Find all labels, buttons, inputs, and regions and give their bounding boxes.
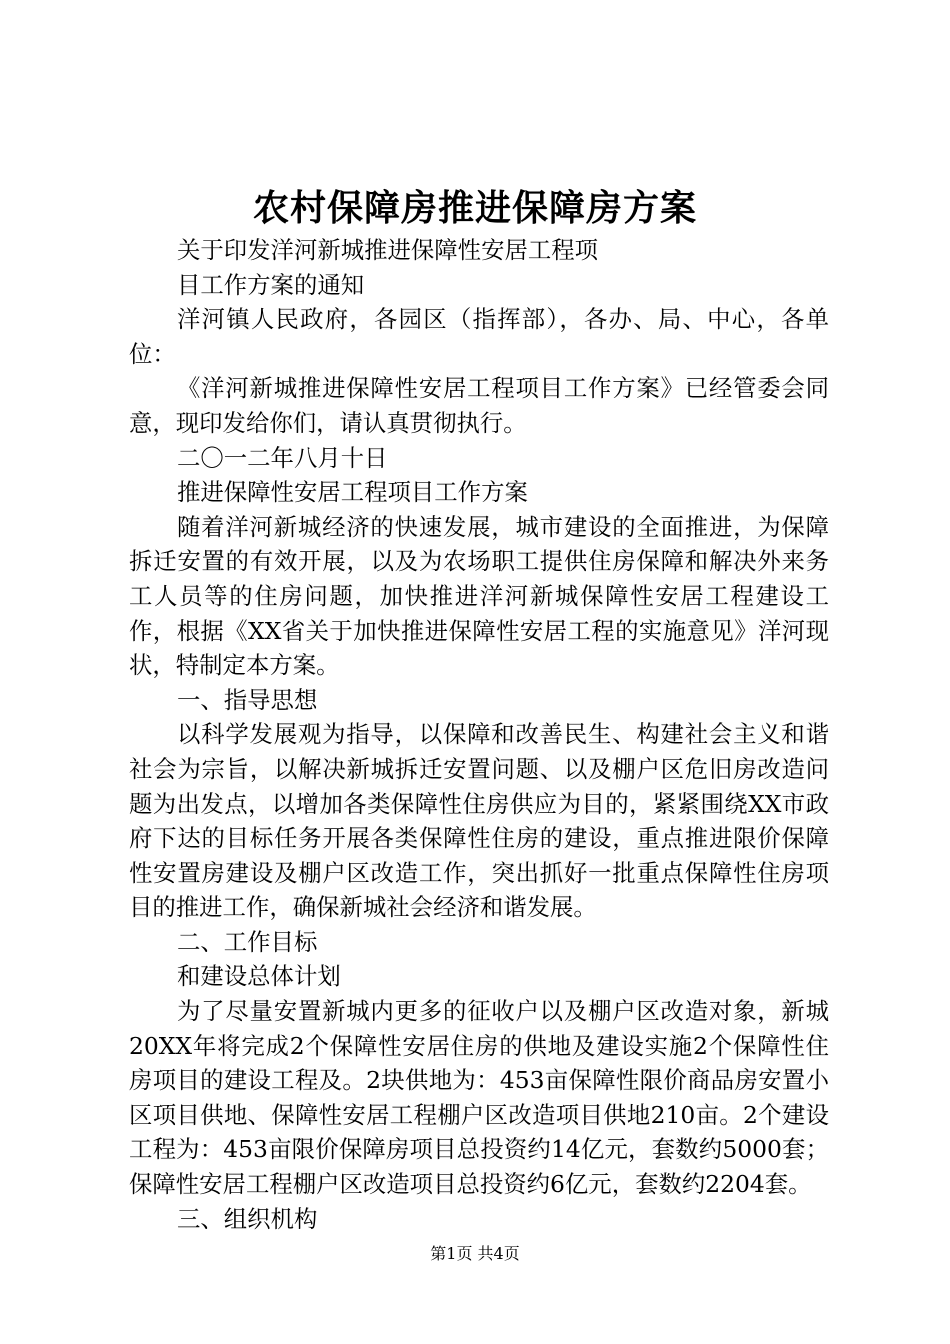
section-heading-organization: 三、组织机构 <box>177 1204 318 1233</box>
paragraph-intro: 随着洋河新城经济的快速发展，城市建设的全面推进，为保障拆迁安置的有效开展，以及为农场职工提供住房保障和解决外来务工人员等的住房问题，加快推进洋河新城保障性安居工程建设工作，根据《XX省关于加快推进保障性安居工程的实施意见》洋河现状，特制定本方案。 <box>129 512 829 680</box>
section-subheading-overall-plan: 和建设总体计划 <box>177 962 341 991</box>
section-heading-work-goals: 二、工作目标 <box>177 927 318 956</box>
paragraph-plan-title: 推进保障性安居工程项目工作方案 <box>177 478 528 507</box>
paragraph-notice-title-line2: 目工作方案的通知 <box>177 270 365 299</box>
paragraph-notice-body: 《洋河新城推进保障性安居工程项目工作方案》已经管委会同意，现印发给你们，请认真贯彻执行。 <box>129 374 829 437</box>
section-heading-guiding-ideology: 一、指导思想 <box>177 685 318 714</box>
paragraph-notice-title-line1: 关于印发洋河新城推进保障性安居工程项 <box>177 236 599 264</box>
document-body <box>129 233 829 1236</box>
paragraph-guiding-ideology: 以科学发展观为指导，以保障和改善民生、构建社会主义和谐社会为宗旨，以解决新城拆迁安置问题、以及棚户区危旧房改造问题为出发点，以增加各类保障性住房供应为目的，紧紧围绕XX市政府下达的目标任务开展各类保障性住房的建设，重点推进限价保障性安置房建设及棚户区改造工作，突出抓好一批重点保障性住房项目的推进工作，确保新城社会经济和谐发展。 <box>129 720 829 922</box>
paragraph-work-goals: 为了尽量安置新城内更多的征收户以及棚户区改造对象，新城20XX年将完成2个保障性安居住房的供地及建设实施2个保障性住房项目的建设工程及。2块供地为：453亩保障性限价商品房安置小区项目供地、保障性安居工程棚户区改造项目供地210亩。2个建设工程为：453亩限价保障房项目总投资约14亿元，套数约5000套；保障性安居工程棚户区改造项目总投资约6亿元，套数约2204套。 <box>129 997 829 1199</box>
paragraph-date: 二〇一二年八月十日 <box>177 443 388 472</box>
page-footer: 第1页 共4页 <box>430 1244 520 1263</box>
paragraph-addressees: 洋河镇人民政府，各园区（指挥部），各办、局、中心，各单位： <box>129 305 829 368</box>
document-title: 农村保障房推进保障房方案 <box>252 188 697 229</box>
